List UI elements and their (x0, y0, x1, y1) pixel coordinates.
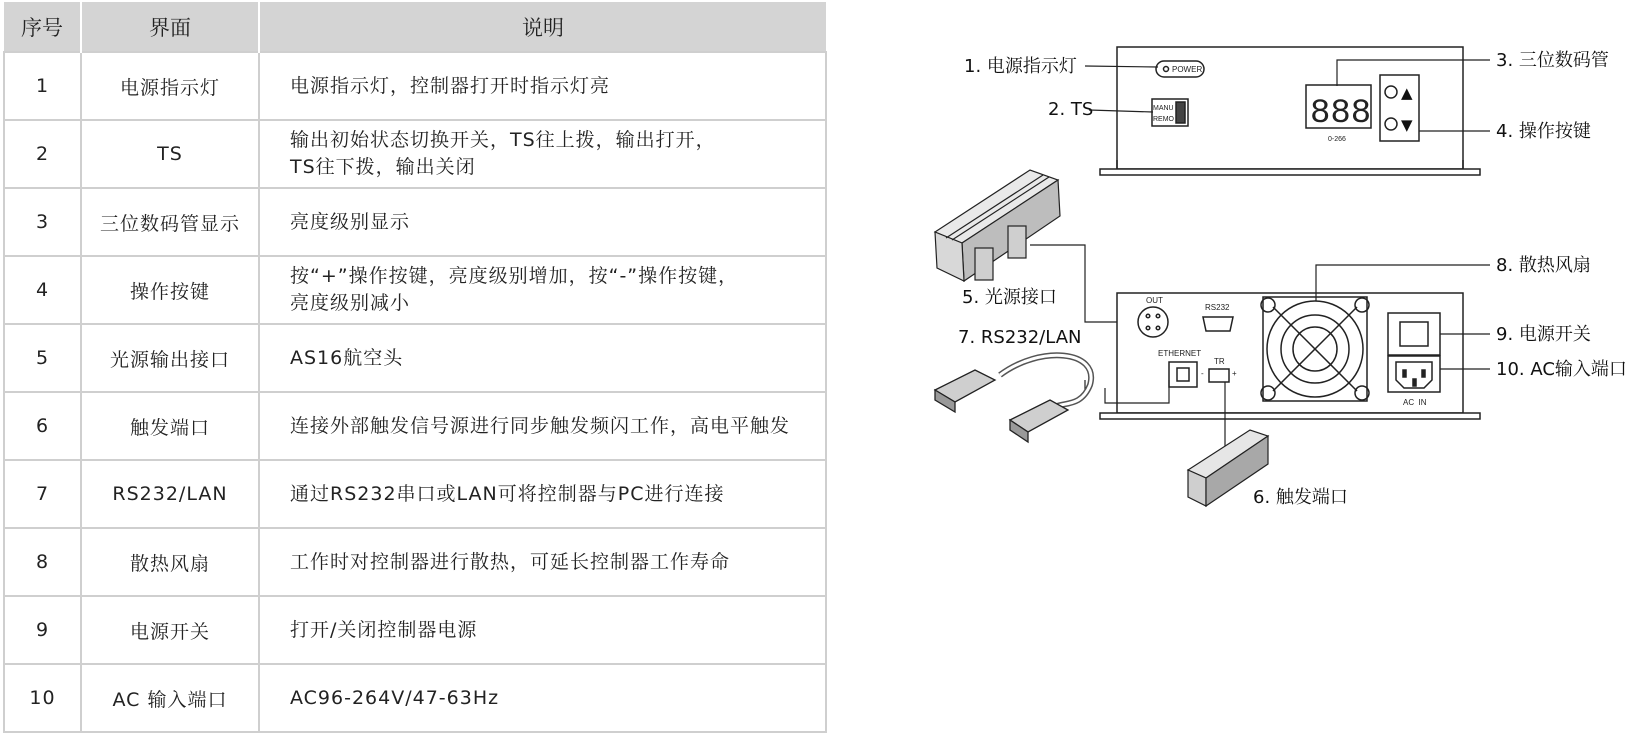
range-label: 0-266 (1328, 136, 1346, 143)
tr-plus-label: + (1232, 369, 1237, 378)
callout-8: 8. 散热风扇 (1496, 255, 1591, 276)
row-number: 4 (4, 256, 81, 324)
description-line: 工作时对控制器进行散热，可延长控制器工作寿命 (290, 550, 731, 573)
row-interface-name: 三位数码管显示 (81, 188, 259, 256)
row-interface-name: TS (81, 120, 259, 188)
ac-in-label: AC IN (1403, 398, 1427, 407)
callout-9: 9. 电源开关 (1496, 324, 1591, 345)
row-number: 7 (4, 460, 81, 528)
description-line: 亮度级别显示 (290, 210, 411, 233)
row-number: 10 (4, 664, 81, 732)
description-line: 按“+”操作按键，亮度级别增加，按“-”操作按键， (290, 265, 739, 287)
display-digits: 888 (1310, 95, 1372, 133)
light-source-illustration (935, 170, 1060, 281)
description-line: 打开/关闭控制器电源 (290, 618, 478, 641)
tr-label: TR (1214, 357, 1225, 366)
row-number: 1 (4, 52, 81, 120)
description-line: AS16航空头 (290, 346, 404, 369)
row-interface-name: 散热风扇 (81, 528, 259, 596)
callout-5: 5. 光源接口 (962, 287, 1057, 308)
callout-2: 2. TS (1048, 99, 1094, 120)
row-interface-name: 电源指示灯 (81, 52, 259, 120)
out-label: OUT (1146, 296, 1163, 305)
callout-1: 1. 电源指示灯 (964, 56, 1077, 77)
description-line: 通过RS232串口或LAN可将控制器与PC进行连接 (290, 482, 725, 505)
tr-minus-label: - (1201, 369, 1204, 378)
row-number: 2 (4, 120, 81, 188)
description-line: TS往下拨，输出关闭 (290, 156, 476, 178)
power-label: POWER (1172, 65, 1203, 74)
header-num: 序号 (4, 2, 81, 52)
description-line: 输出初始状态切换开关，TS往上拨，输出打开， (290, 129, 716, 151)
row-interface-name: 触发端口 (81, 392, 259, 460)
row-number: 9 (4, 596, 81, 664)
row-number: 8 (4, 528, 81, 596)
description-line: AC96-264V/47-63Hz (290, 686, 500, 709)
description-line: 电源指示灯，控制器打开时指示灯亮 (290, 74, 611, 97)
callout-10: 10. AC输入端口 (1496, 359, 1627, 380)
row-interface-name: AC 输入端口 (81, 664, 259, 732)
row-number: 5 (4, 324, 81, 392)
row-interface-name: 光源输出接口 (81, 324, 259, 392)
down-arrow-icon: ▼ (1401, 116, 1413, 134)
rs232-cable-illustration (935, 355, 1091, 442)
header-desc: 说明 (259, 2, 826, 52)
row-number: 3 (4, 188, 81, 256)
callout-7: 7. RS232/LAN (958, 327, 1082, 348)
callout-3: 3. 三位数码管 (1496, 50, 1609, 71)
description-line: 连接外部触发信号源进行同步触发频闪工作，高电平触发 (290, 414, 791, 437)
row-interface-name: 电源开关 (81, 596, 259, 664)
rs232-label: RS232 (1205, 303, 1230, 312)
callout-4: 4. 操作按键 (1496, 121, 1591, 142)
up-arrow-icon: ▲ (1401, 84, 1413, 102)
manu-label: MANU (1153, 105, 1174, 112)
ethernet-label: ETHERNET (1158, 349, 1202, 358)
callout-6: 6. 触发端口 (1253, 487, 1348, 508)
description-line: 亮度级别减小 (290, 292, 411, 314)
row-number: 6 (4, 392, 81, 460)
header-name: 界面 (81, 2, 259, 52)
remo-label: REMO (1153, 116, 1174, 123)
row-interface-name: RS232/LAN (81, 460, 259, 528)
row-interface-name: 操作按键 (81, 256, 259, 324)
